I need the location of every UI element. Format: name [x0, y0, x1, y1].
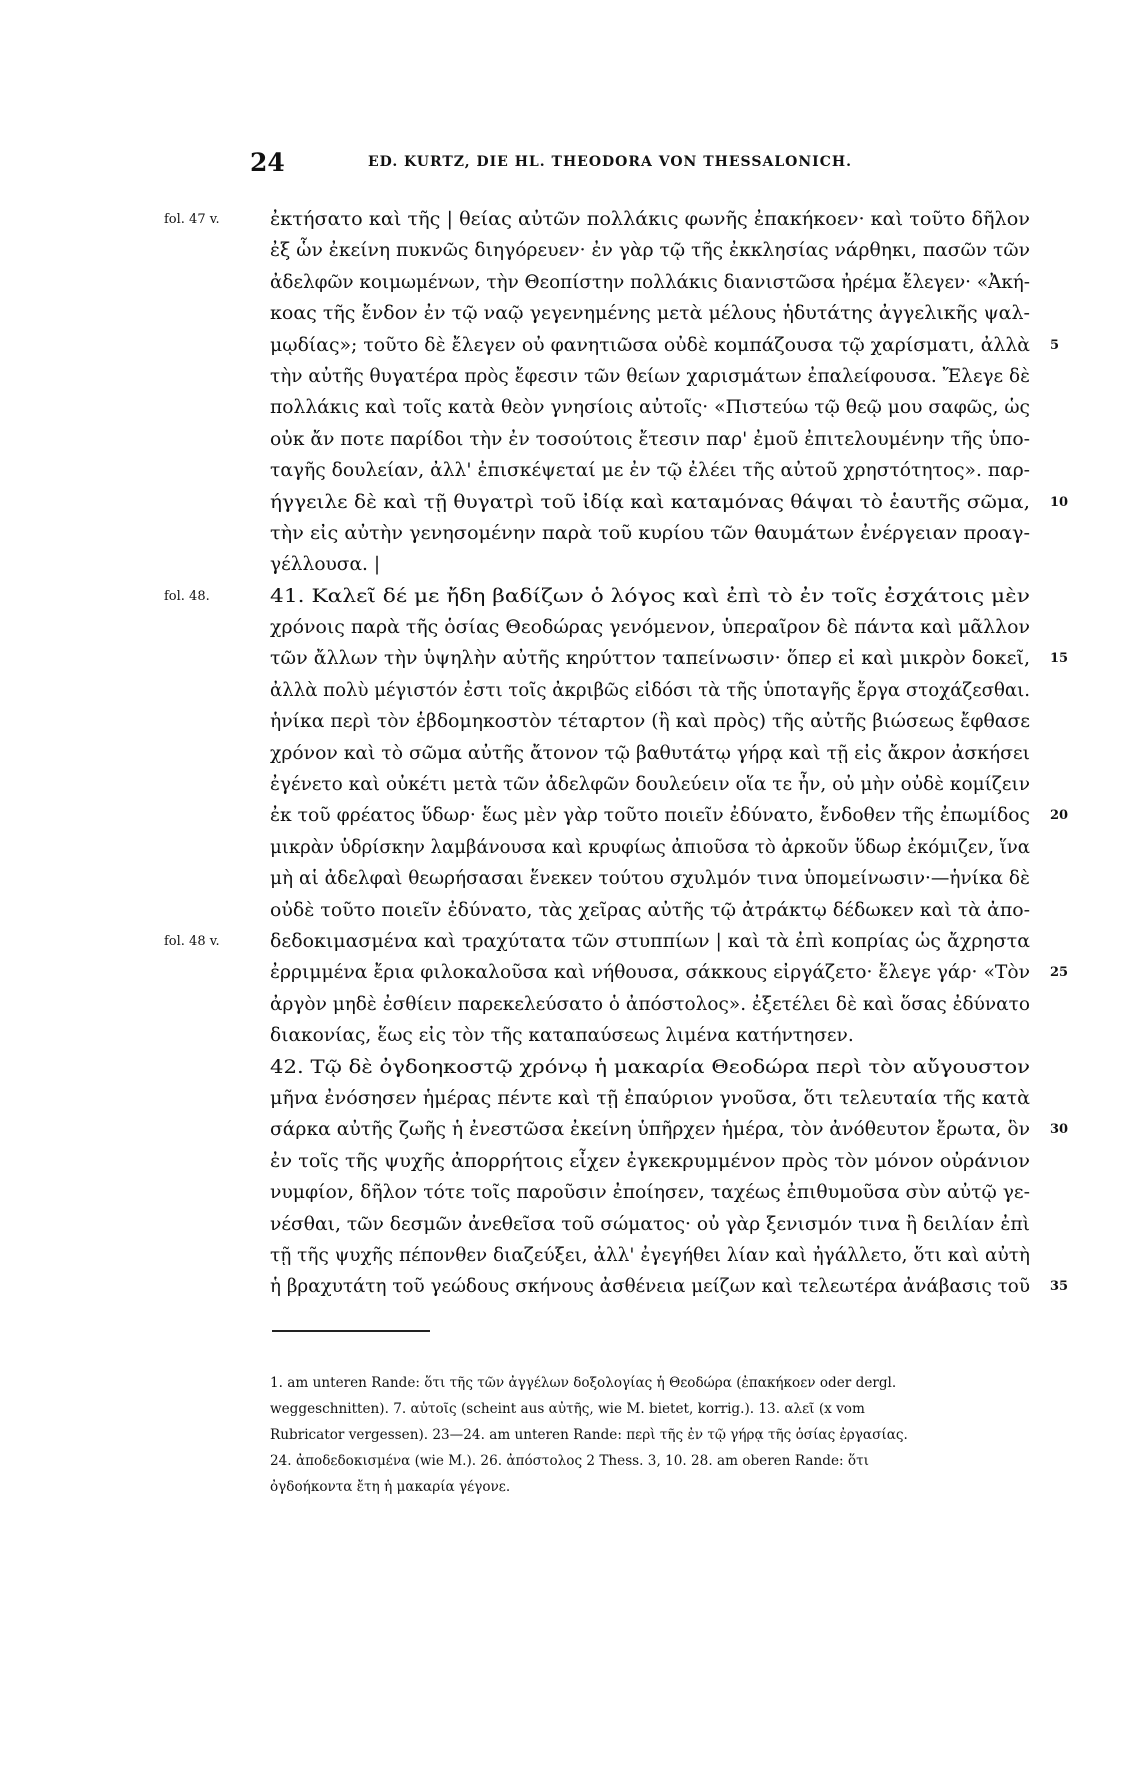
line-text: τῇ τῆς ψυχῆς πέπονθεν διαζεύξει, ἀλλ' ἐγεγήθει λίαν καὶ ἠγάλλετο, ὅτι καὶ αὐτὴ — [270, 1244, 1030, 1266]
line-text: νέσθαι, τῶν δεσμῶν ἀνεθεῖσα τοῦ σώματος· οὐ γὰρ ξενισμόν τινα ἢ δειλίαν ἐπὶ — [270, 1213, 1030, 1235]
text-line — [164, 581, 1030, 612]
text-line — [270, 361, 1030, 392]
text-line — [164, 926, 1030, 957]
line-text: 42. Τῷ δὲ ὀγδοηκοστῷ χρόνῳ ἡ μακαρία Θεοδώρα περὶ τὸν αὔγουστον — [270, 1056, 1030, 1078]
footnote-separator — [272, 1330, 430, 1332]
line-text: ἐγένετο καὶ οὐκέτι μετὰ τῶν ἀδελφῶν δουλεύειν οἵα τε ἦν, οὐ μὴν οὐδὲ κομίζειν — [270, 774, 1030, 796]
text-line — [270, 549, 1030, 580]
line-number: 5 — [1050, 337, 1060, 353]
text-line — [270, 1146, 1030, 1177]
line-text: τὴν εἰς αὐτὴν γενησομένην παρὰ τοῦ κυρίου τῶν θαυμάτων ἐνέργειαν προαγ- — [270, 522, 1030, 544]
text-line — [270, 392, 1030, 423]
text-line — [270, 706, 1030, 737]
footnote-line: 1. am unteren Rande: ὅτι τῆς τῶν ἀγγέλων δοξολογίας ἡ Θεοδώρα (ἐπακήκοεν oder dergl. — [270, 1375, 897, 1391]
line-text: πολλάκις καὶ τοῖς κατὰ θεὸν γνησίοις αὐτοῖς· «Πιστεύω τῷ θεῷ μου σαφῶς, ὡς — [270, 397, 1030, 419]
text-line — [270, 612, 1030, 643]
line-number: 25 — [1050, 965, 1069, 981]
text-line — [270, 455, 1030, 486]
line-number: 20 — [1050, 808, 1069, 824]
text-line — [270, 989, 1030, 1020]
line-number: 15 — [1050, 651, 1069, 667]
running-header — [250, 140, 1040, 180]
line-text: ἐξ ὧν ἐκείνη πυκνῶς διηγόρευεν· ἐν γὰρ τῷ τῆς ἐκκλησίας νάρθηκι, πασῶν τῶν — [270, 240, 1030, 262]
line-text: κοας τῆς ἔνδον ἐν τῷ ναῷ γεγενημένης μετὰ μέλους ἡδυτάτης ἀγγελικῆς ψαλ- — [270, 303, 1030, 325]
text-line — [270, 487, 1069, 518]
line-number: 10 — [1050, 494, 1069, 510]
text-line — [164, 204, 1030, 235]
text-line — [270, 1052, 1030, 1083]
line-text: γέλλουσα. | — [270, 554, 381, 576]
line-text: τὴν αὐτῆς θυγατέρα πρὸς ἔφεσιν τῶν θείων χαρισμάτων ἐπαλείφουσα. Ἔλεγε δὲ — [270, 365, 1030, 387]
line-number: 30 — [1050, 1122, 1069, 1138]
text-line — [270, 1177, 1030, 1208]
line-text: ἐν τοῖς τῆς ψυχῆς ἀπορρήτοις εἶχεν ἐγκεκρυμμένον πρὸς τὸν μόνον οὐράνιον — [270, 1150, 1030, 1172]
running-title: ED. KURTZ, DIE HL. THEODORA VON THESSALONICH. — [368, 154, 852, 170]
line-text: χρόνοις παρὰ τῆς ὁσίας Θεοδώρας γενόμενον, ὑπεραῖρον δὲ πάντα καὶ μᾶλλον — [270, 617, 1030, 639]
folio-marker: fol. 48 v. — [164, 933, 220, 949]
line-text: ἡνίκα περὶ τὸν ἑβδομηκοστὸν τέταρτον (ἢ καὶ πρὸς) τῆς αὐτῆς βιώσεως ἔφθασε — [270, 711, 1030, 733]
text-line — [270, 738, 1030, 769]
line-text: ἐκτήσατο καὶ τῆς | θείας αὐτῶν πολλάκις φωνῆς ἐπακήκοεν· καὶ τοῦτο δῆλον — [270, 209, 1030, 230]
text-line — [270, 1083, 1030, 1114]
line-text: δεδοκιμασμένα καὶ τραχύτατα τῶν στυππίων | καὶ τὰ ἐπὶ κοπρίας ὡς ἄχρηστα — [270, 930, 1030, 952]
page-number: 24 — [250, 148, 285, 177]
line-text: νυμφίον, δῆλον τότε τοῖς παροῦσιν ἐποίησεν, ταχέως ἐπιθυμοῦσα σὺν αὐτῷ γε- — [270, 1182, 1030, 1204]
text-line — [270, 424, 1030, 455]
footnote-line: weggeschnitten). 7. αὐτοῖς (scheint aus αὐτῆς, wie M. bietet, korrig.). 13. αλεῖ (x vom — [270, 1401, 865, 1417]
line-text: ήγγειλε δὲ καὶ τῇ θυγατρὶ τοῦ ἰδίᾳ καὶ καταμόνας θάψαι τὸ ἑαυτῆς σῶμα, — [270, 491, 1030, 513]
line-text: 41. Καλεῖ δέ με ἤδη βαδίζων ὁ λόγος καὶ ἐπὶ τὸ ἐν τοῖς ἐσχάτοις μὲν — [270, 585, 1030, 607]
line-text: ἀδελφῶν κοιμωμένων, τὴν Θεοπίστην πολλάκις διανιστῶσα ἠρέμα ἔλεγεν· «Ἀκή- — [270, 271, 1030, 293]
folio-marker: fol. 47 v. — [164, 212, 220, 227]
text-line — [270, 800, 1069, 831]
text-line — [270, 1020, 1030, 1051]
text-line — [270, 1209, 1030, 1240]
line-text: χρόνον καὶ τὸ σῶμα αὐτῆς ἄτονον τῷ βαθυτάτῳ γήρᾳ καὶ τῇ εἰς ἄκρον ἀσκήσει — [270, 742, 1030, 764]
line-text: ἐρριμμένα ἔρια φιλοκαλοῦσα καὶ νήθουσα, σάκκους εἰργάζετο· ἔλεγε γάρ· «Τὸν — [270, 962, 1030, 984]
text-line — [270, 1240, 1030, 1271]
line-text: τῶν ἄλλων τὴν ὑψηλὴν αὐτῆς κηρύττον ταπείνωσιν· ὅπερ εἰ καὶ μικρὸν δοκεῖ, — [270, 648, 1030, 670]
line-number: 35 — [1050, 1279, 1069, 1295]
line-text: ταγῆς δουλείαν, ἀλλ' ἐπισκέψεταί με ἐν τῷ ἐλέει τῆς αὐτοῦ χρηστότητος». παρ- — [270, 460, 1030, 482]
line-text: ἐκ τοῦ φρέατος ὕδωρ· ἕως μὲν γὰρ τοῦτο ποιεῖν ἐδύνατο, ἔνδοθεν τῆς ἐπωμίδος — [270, 805, 1030, 827]
line-text: μικρὰν ὑδρίσκην λαμβάνουσα καὶ κρυφίως ἀπιοῦσα τὸ ἀρκοῦν ὕδωρ ἐκόμιζεν, ἵνα — [270, 836, 1030, 858]
line-text: οὐδὲ τοῦτο ποιεῖν ἐδύνατο, τὰς χεῖρας αὐτῆς τῷ ἀτράκτῳ δέδωκεν καὶ τὰ ἀπο- — [270, 899, 1030, 921]
footnote-line: 24. ἀποδεδοκισμένα (wie M.). 26. ἀπόστολος 2 Thess. 3, 10. 28. am oberen Rande: ὅτι — [270, 1453, 869, 1469]
text-line — [270, 330, 1060, 361]
footnote-line: ὀγδοήκοντα ἔτη ἡ μακαρία γέγονε. — [270, 1479, 511, 1495]
text-line — [270, 832, 1030, 863]
text-line — [270, 298, 1030, 329]
text-line — [270, 1271, 1069, 1302]
line-text: ἡ βραχυτάτη τοῦ γεώδους σκήνους ἀσθένεια μείζων καὶ τελεωτέρα ἀνάβασις τοῦ — [270, 1276, 1030, 1298]
footnote-line: Rubricator vergessen). 23—24. am unteren Rande: περὶ τῆς ἐν τῷ γήρᾳ τῆς ὁσίας ἐργασίας. — [270, 1427, 908, 1443]
text-line — [270, 769, 1030, 800]
text-line — [270, 895, 1030, 926]
text-line — [270, 863, 1030, 894]
line-text: μὴ αἱ ἀδελφαὶ θεωρήσασαι ἕνεκεν τούτου σχυλμόν τινα ὑπομείνωσιν·—ἡνίκα δὲ — [270, 868, 1030, 890]
footnotes — [270, 1370, 1030, 1500]
text-line — [270, 518, 1030, 549]
line-text: μῳδίας»; τοῦτο δὲ ἔλεγεν οὐ φανητιῶσα οὐδὲ κομπάζουσα τῷ χαρίσματι, ἀλλὰ — [270, 334, 1030, 356]
text-line — [270, 1114, 1069, 1145]
text-line — [270, 675, 1030, 706]
line-text: διακονίας, ἕως εἰς τὸν τῆς καταπαύσεως λιμένα κατήντησεν. — [270, 1025, 854, 1047]
main-text — [164, 204, 1069, 1303]
text-line — [270, 235, 1030, 266]
text-line — [270, 957, 1069, 988]
line-text: σάρκα αὐτῆς ζωῆς ἡ ἐνεστῶσα ἐκείνη ὑπῆρχεν ἡμέρα, τὸν ἀνόθευτον ἔρωτα, ὃν — [270, 1119, 1030, 1141]
folio-marker: fol. 48. — [164, 588, 210, 604]
line-text: μῆνα ἐνόσησεν ἡμέρας πέντε καὶ τῇ ἐπαύριον γνοῦσα, ὅτι τελευταία τῆς κατὰ — [270, 1087, 1030, 1109]
text-line — [270, 267, 1030, 298]
text-line — [270, 643, 1069, 674]
line-text: ἀλλὰ πολὺ μέγιστόν ἐστι τοῖς ἀκριβῶς εἰδόσι τὰ τῆς ὑποταγῆς ἔργα στοχάζεσθαι. — [270, 679, 1030, 701]
line-text: οὐκ ἄν ποτε παρίδοι τὴν ἐν τοσούτοις ἔτεσιν παρ' ἐμοῦ ἐπιτελουμένην τῆς ὑπο- — [270, 428, 1030, 450]
line-text: ἀργὸν μηδὲ ἐσθίειν παρεκελεύσατο ὁ ἀπόστολος». ἐξετέλει δὲ καὶ ὅσας ἐδύνατο — [270, 993, 1030, 1015]
